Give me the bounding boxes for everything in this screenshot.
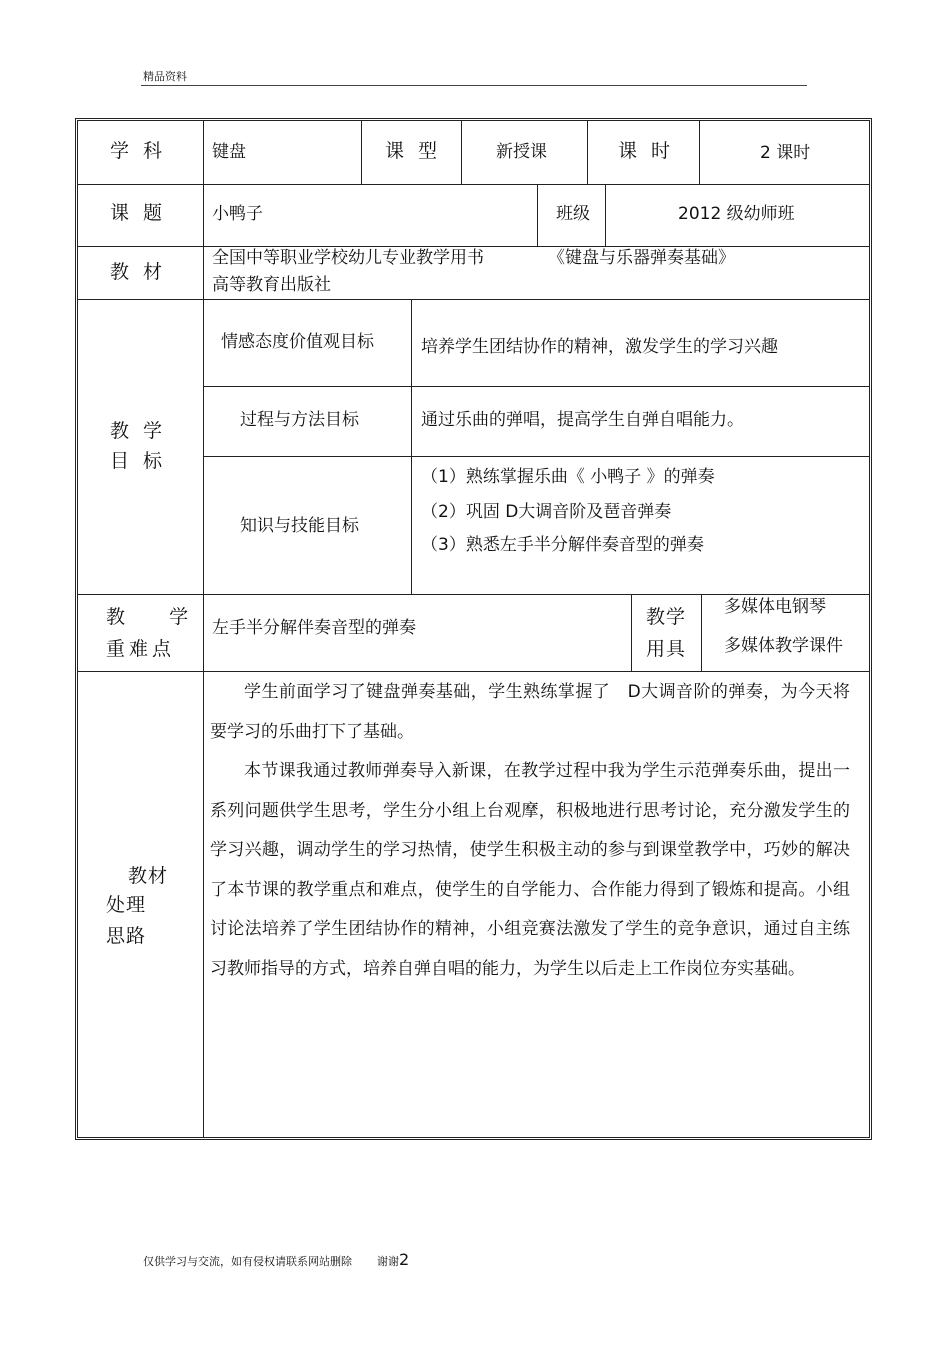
page-footer bbox=[143, 1250, 409, 1269]
page-header-label: 精品资料 bbox=[143, 70, 187, 83]
process-goal-label: 过程与方法目标 bbox=[240, 410, 359, 430]
column-divider bbox=[411, 299, 412, 594]
footer-thanks: 谢谢 bbox=[377, 1255, 399, 1268]
teaching-tools-label: 教学 bbox=[646, 606, 687, 628]
key-difficulty-label-line2: 重难点 bbox=[106, 638, 176, 660]
row-divider bbox=[78, 184, 869, 185]
subject-label: 学 科 bbox=[110, 140, 167, 162]
skill-goal-item: （1）熟练掌握乐曲《 小鸭子 》的弹奏 bbox=[421, 467, 715, 487]
column-divider bbox=[203, 121, 204, 1137]
page-number: 2 bbox=[399, 1250, 410, 1269]
approach-label: 教材 bbox=[128, 865, 169, 887]
hours-label: 课 时 bbox=[618, 140, 675, 162]
skill-goal-item: （3）熟悉左手半分解伴奏音型的弹奏 bbox=[421, 535, 704, 555]
footer-disclaimer: 仅供学习与交流，如有侵权请联系网站删除 bbox=[143, 1255, 352, 1268]
material-publisher: 高等教育出版社 bbox=[212, 275, 331, 295]
lesson-type-value: 新授课 bbox=[496, 142, 547, 162]
material-book-title: 《键盘与乐器弹奏基础》 bbox=[548, 248, 735, 268]
teaching-tools-label-line2: 用具 bbox=[646, 638, 687, 660]
teaching-tool-item: 多媒体电钢琴 bbox=[724, 597, 826, 617]
affective-goal-value: 培养学生团结协作的精神，激发学生的学习兴趣 bbox=[421, 337, 778, 357]
row-divider bbox=[203, 456, 869, 457]
material-series: 全国中等职业学校幼儿专业教学用书 bbox=[212, 248, 484, 268]
approach-paragraph: 学生前面学习了键盘弹奏基础，学生熟练掌握了 D大调音阶的弹奏，为今天将要学习的乐曲打下了基础。 bbox=[210, 682, 850, 742]
goals-label: 教 学 bbox=[110, 420, 167, 442]
key-difficulty-label: 教 学 bbox=[106, 606, 193, 628]
approach-paragraph: 本节课我通过教师弹奏导入新课，在教学过程中我为学生示范弹奏乐曲，提出一系列问题供学生思考，学生分小组上台观摩，积极地进行思考讨论，充分激发学生的学习兴趣，调动学生的学习热情，使学生积极主动的参与到课堂教学中，巧妙的解决了本节课的教学重点和难点，使学生的自学能力、合作能力得到了锻炼和提高。小组讨论法培养了学生团结协作的精神，小组竞赛法激发了学生的竞争意识，通过自主练习教师指导的方式，培养自弹自唱的能力，为学生以后走上工作岗位夯实基础。 bbox=[210, 761, 850, 979]
approach-label-line3: 思路 bbox=[106, 925, 147, 947]
teaching-tool-item: 多媒体教学课件 bbox=[724, 636, 843, 656]
process-goal-value: 通过乐曲的弹唱，提高学生自弹自唱能力。 bbox=[421, 410, 744, 430]
class-label: 班级 bbox=[556, 204, 590, 224]
lesson-type-label: 课 型 bbox=[385, 140, 442, 162]
column-divider bbox=[701, 594, 702, 671]
row-divider bbox=[78, 246, 869, 247]
column-divider bbox=[587, 121, 588, 184]
header-rule bbox=[141, 85, 807, 86]
row-divider bbox=[78, 594, 869, 595]
column-divider bbox=[461, 121, 462, 184]
hours-value: 2 课时 bbox=[760, 143, 811, 163]
approach-label-line2: 处理 bbox=[106, 894, 147, 916]
column-divider bbox=[699, 121, 700, 184]
row-divider bbox=[203, 386, 869, 387]
column-divider bbox=[537, 184, 538, 246]
row-divider bbox=[78, 671, 869, 672]
column-divider bbox=[361, 121, 362, 184]
approach-text bbox=[210, 673, 850, 989]
column-divider bbox=[605, 184, 606, 246]
affective-goal-label: 情感态度价值观目标 bbox=[221, 332, 374, 352]
topic-label: 课 题 bbox=[110, 202, 167, 224]
key-difficulty-value: 左手半分解伴奏音型的弹奏 bbox=[212, 618, 416, 638]
subject-value: 键盘 bbox=[212, 142, 246, 162]
goals-label-line2: 目 标 bbox=[110, 450, 167, 472]
column-divider bbox=[631, 594, 632, 671]
material-label: 教 材 bbox=[110, 261, 167, 283]
row-divider bbox=[78, 299, 869, 300]
class-value: 2012 级幼师班 bbox=[678, 204, 795, 224]
topic-value: 小鸭子 bbox=[212, 204, 263, 224]
skill-goal-item: （2）巩固 D大调音阶及琶音弹奏 bbox=[421, 502, 672, 522]
skill-goal-label: 知识与技能目标 bbox=[240, 516, 359, 536]
